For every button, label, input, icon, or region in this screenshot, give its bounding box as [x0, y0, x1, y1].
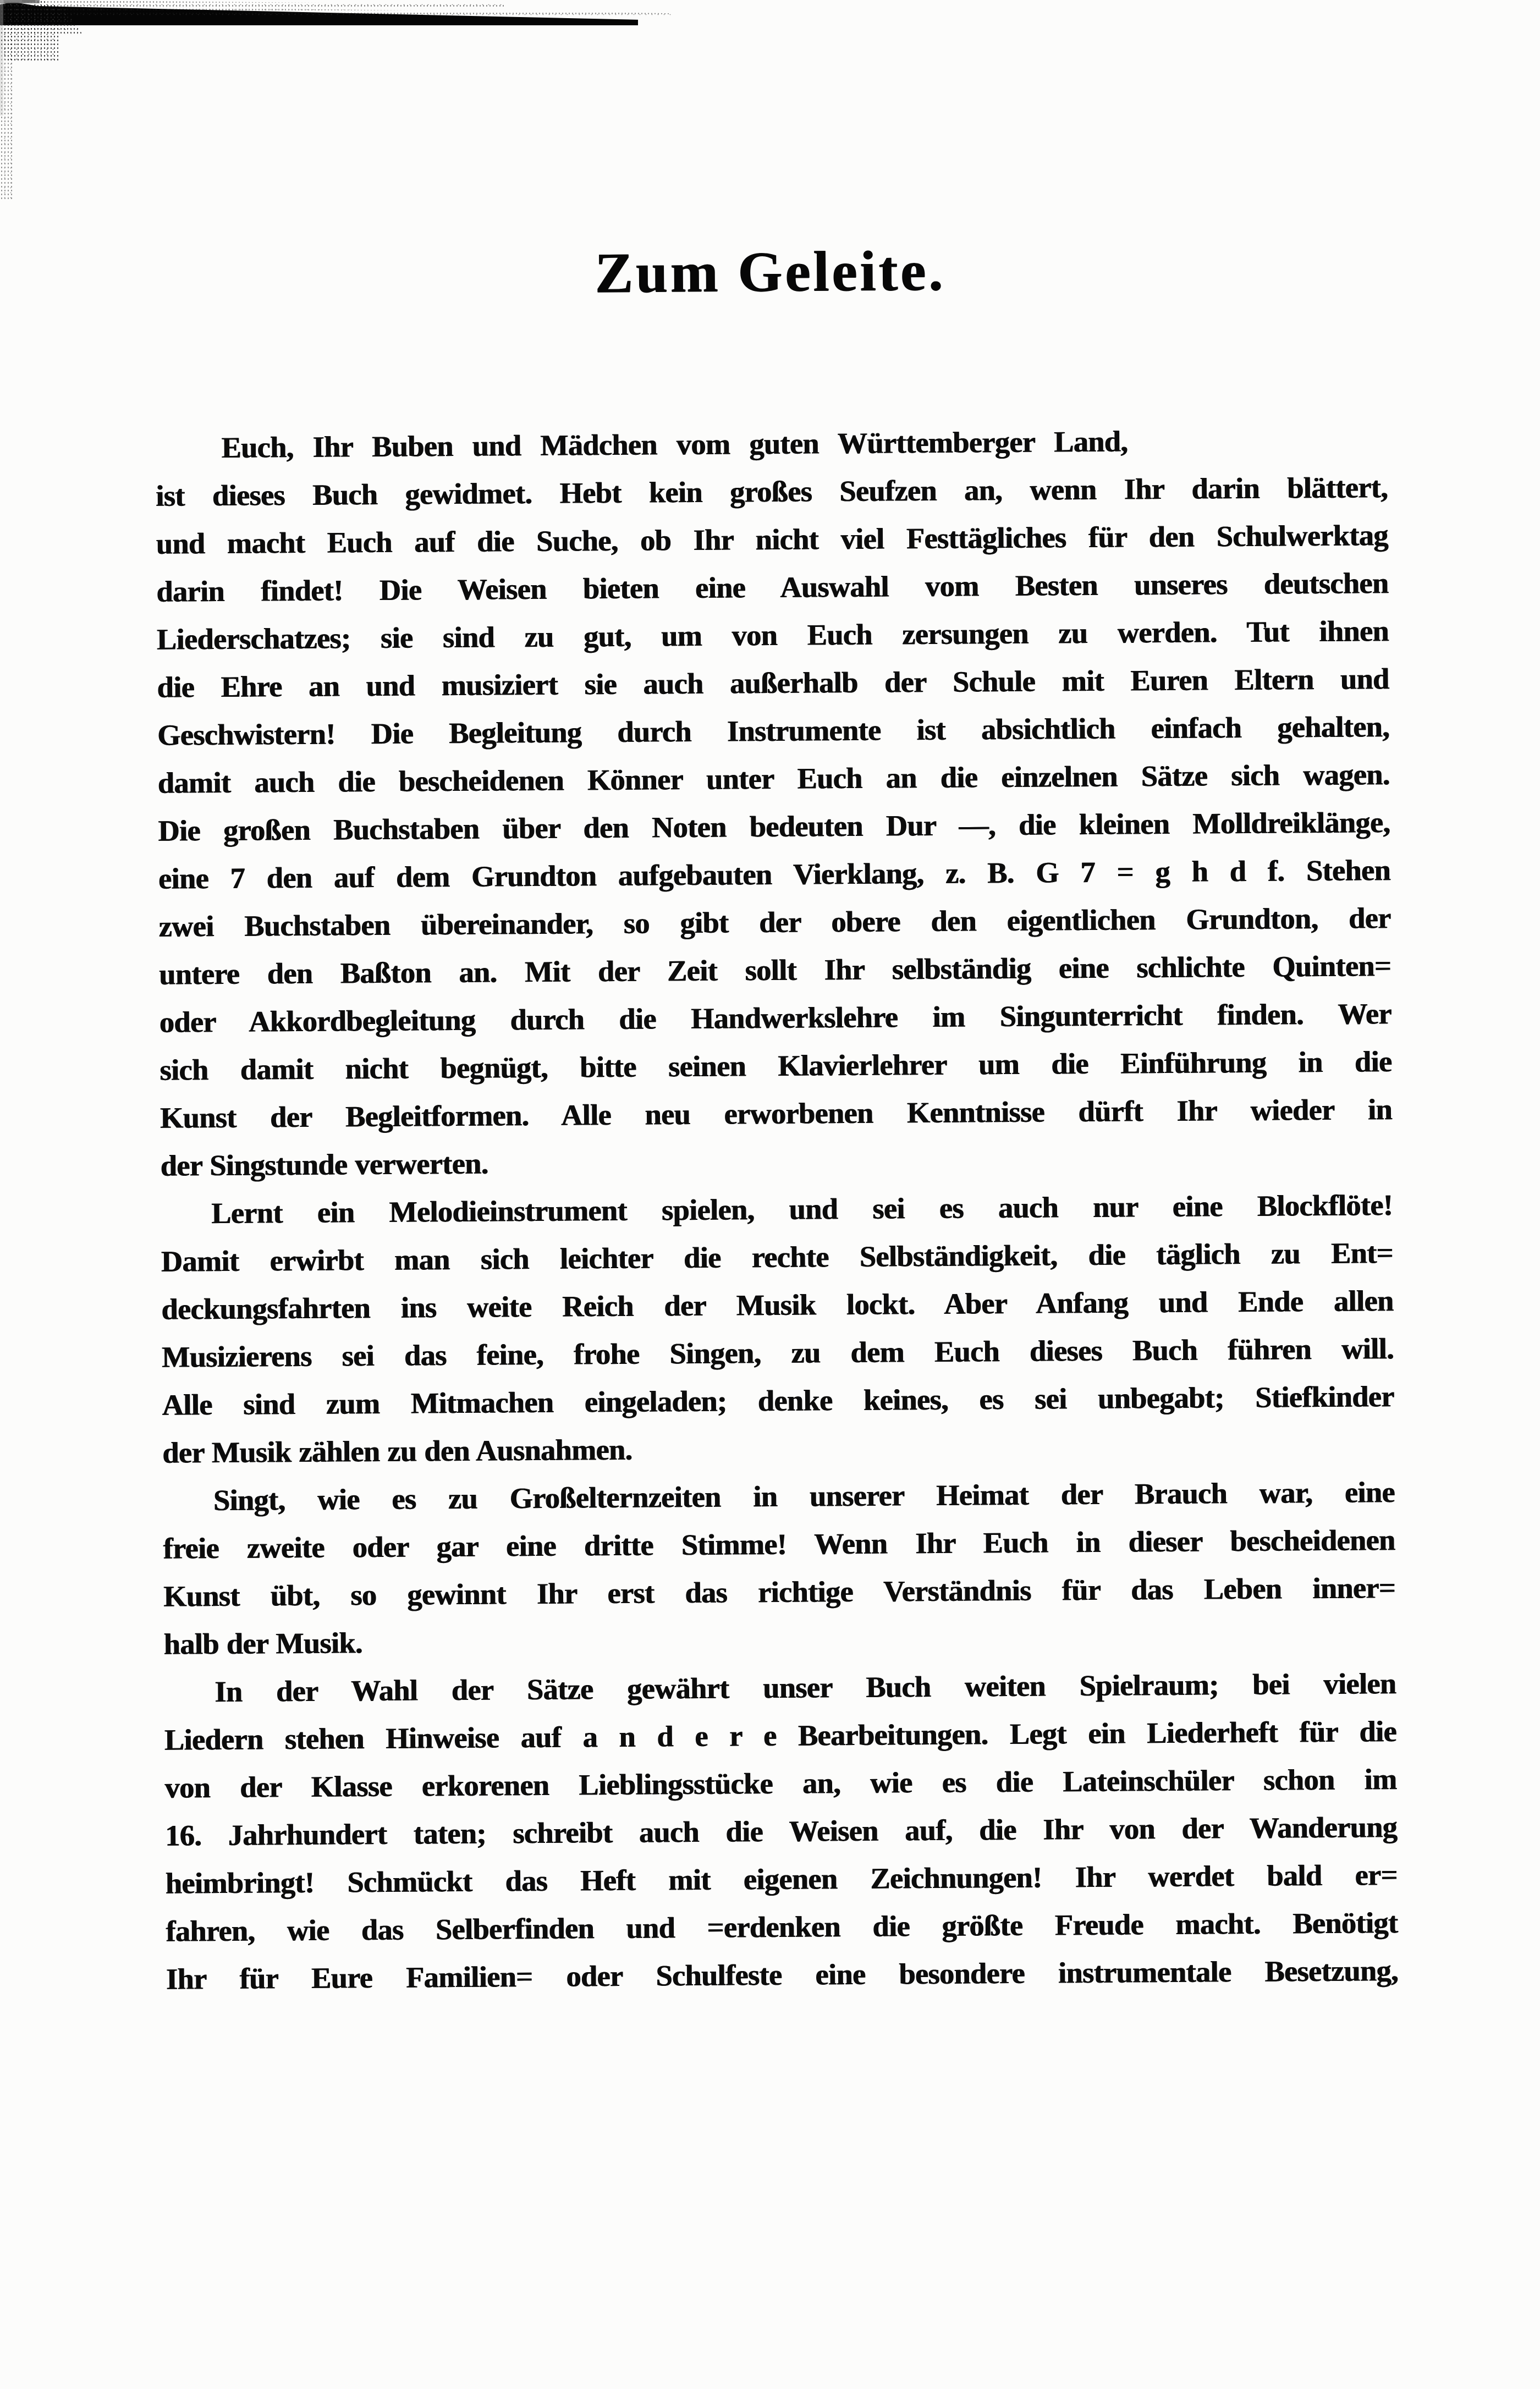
- text-line: Kunst übt, so gewinnt Ihr erst das richtige Verständnis für das Leben inner=: [163, 1571, 1396, 1613]
- text-line: Damit erwirbt man sich leichter die rechte Selbständigkeit, die täglich zu Ent=: [161, 1236, 1394, 1278]
- text-line: deckungsfahrten ins weite Reich der Musik lockt. Aber Anfang und Ende allen: [161, 1284, 1394, 1326]
- text-line: Geschwistern! Die Begleitung durch Instrumente ist absichtlich einfach gehalten,: [157, 710, 1390, 752]
- text-line: der Singstunde verwerten.: [160, 1147, 488, 1182]
- text-line: der Musik zählen zu den Ausnahmen.: [162, 1433, 632, 1469]
- scan-streak-right-edge: [0, 0, 3, 115]
- text-line: Musizierens sei das feine, frohe Singen, zu dem Euch dieses Buch führen will.: [161, 1332, 1394, 1374]
- text-line: Lernt ein Melodieinstrument spielen, und sei es auch nur eine Blockflöte!: [211, 1188, 1393, 1230]
- paragraph: [163, 1468, 1396, 1669]
- text-line: Ihr für Eure Familien= oder Schulfeste eine besondere instrumentale Besetzung,: [166, 1954, 1399, 1996]
- paragraph: [161, 1181, 1395, 1477]
- body-text: [155, 416, 1398, 2003]
- text-line: damit auch die bescheidenen Könner unter Euch an die einzelnen Sätze sich wagen.: [157, 758, 1390, 800]
- text-line: 16. Jahrhundert taten; schreibt auch die Weisen auf, die Ihr von der Wanderung: [165, 1810, 1398, 1852]
- text-line: heimbringt! Schmückt das Heft mit eigenen Zeichnungen! Ihr werdet bald er=: [165, 1858, 1398, 1900]
- text-line: sich damit nicht begnügt, bitte seinen Klavierlehrer um die Einführung in die: [160, 1045, 1392, 1087]
- scan-gutter-extension: [0, 0, 506, 8]
- page-title: Zum Geleite.: [595, 239, 946, 305]
- paragraph: [155, 416, 1393, 1190]
- text-line: von der Klasse erkorenen Lieblingsstücke an, wie es die Lateinschüler schon im: [164, 1763, 1397, 1804]
- paragraph: [164, 1660, 1398, 2003]
- text-line: oder Akkordbegleitung durch die Handwerkslehre im Singunterricht finden. Wer: [159, 997, 1392, 1039]
- text-line: darin findet! Die Weisen bieten eine Auswahl vom Besten unseres deutschen: [156, 566, 1389, 608]
- text-line: Alle sind zum Mitmachen eingeladen; denke keines, es sei unbegabt; Stiefkinder: [162, 1380, 1394, 1422]
- text-block: [154, 233, 1398, 2003]
- text-line: In der Wahl der Sätze gewährt unser Buch weiten Spielraum; bei vielen: [215, 1667, 1396, 1709]
- text-line: ist dieses Buch gewidmet. Hebt kein großes Seufzen an, wenn Ihr darin blättert,: [156, 471, 1388, 513]
- text-line: untere den Baßton an. Mit der Zeit sollt Ihr selbständig eine schlichte Quinten=: [159, 949, 1392, 991]
- text-line: eine 7 den auf dem Grundton aufgebauten Vierklang, z. B. G 7 = g h d f. Stehen: [158, 854, 1391, 895]
- text-line: Singt, wie es zu Großelternzeiten in unserer Heimat der Brauch war, eine: [213, 1476, 1395, 1517]
- text-line: freie zweite oder gar eine dritte Stimme! Wenn Ihr Euch in dieser bescheidenen: [163, 1523, 1395, 1565]
- text-line: Liedern stehen Hinweise auf a n d e r e Bearbeitungen. Legt ein Liederheft für die: [164, 1715, 1397, 1757]
- text-line: und macht Euch auf die Suche, ob Ihr nicht viel Festtägliches für den Schulwerktag: [156, 519, 1389, 560]
- text-line: die Ehre an und musiziert sie auch außerhalb der Schule mit Euren Eltern und: [157, 662, 1389, 704]
- text-line: zwei Buchstaben übereinander, so gibt der obere den eigentlichen Grundton, der: [158, 901, 1391, 943]
- text-line: Die großen Buchstaben über den Noten bedeuten Dur —, die kleinen Molldreiklänge,: [158, 806, 1390, 847]
- text-line: halb der Musik.: [163, 1626, 363, 1661]
- text-line: Liederschatzes; sie sind zu gut, um von Euch zersungen zu werden. Tut ihnen: [156, 614, 1389, 656]
- text-line: Euch, Ihr Buben und Mädchen vom guten Württemberger Land,: [221, 425, 1128, 464]
- text-line: fahren, wie das Selberfinden und =erdenken die größte Freude macht. Benötigt: [166, 1906, 1398, 1948]
- text-line: Kunst der Begleitformen. Alle neu erworbenen Kenntnisse dürft Ihr wieder in: [160, 1093, 1393, 1135]
